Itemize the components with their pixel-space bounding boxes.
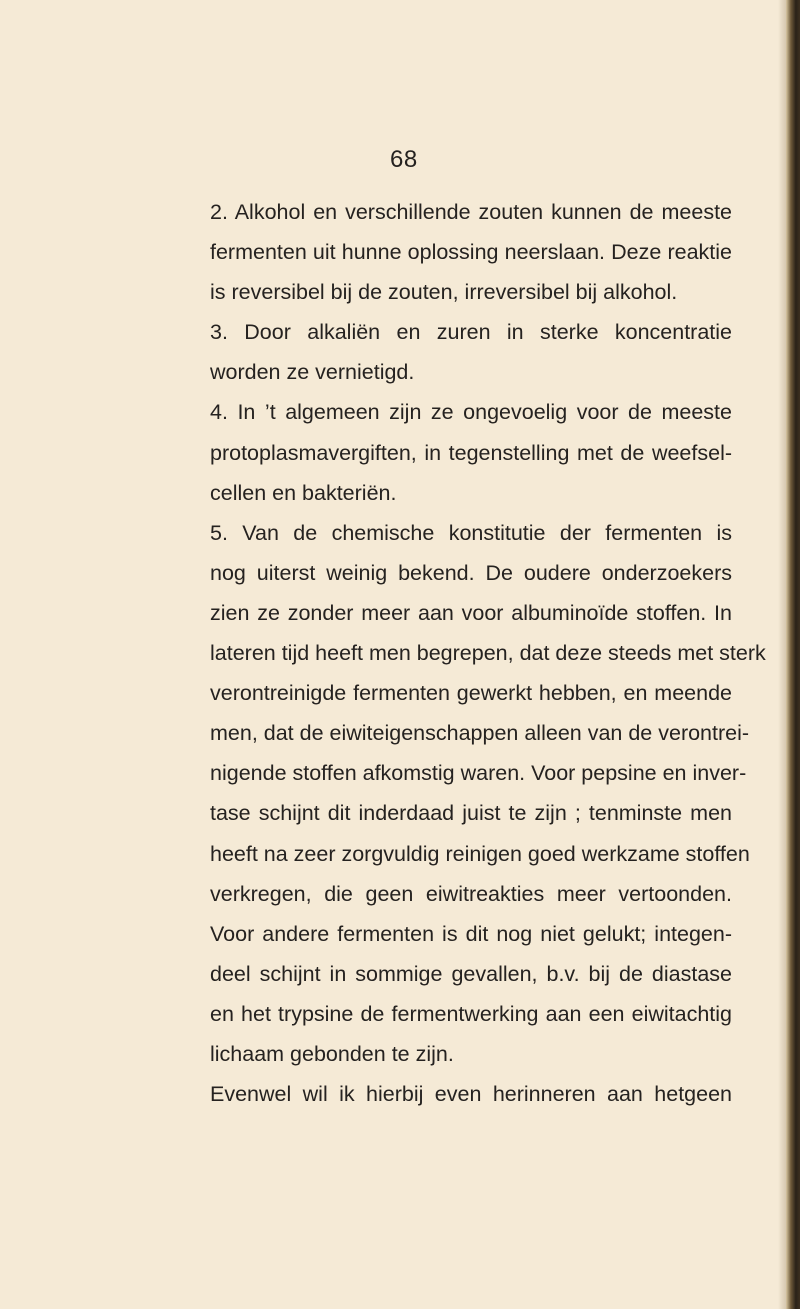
text-line: is reversibel bij de zouten, irreversibel bij alkohol. [210, 280, 678, 305]
text-line: 3. Door alkaliën en zuren in sterke koncentratie [210, 320, 732, 345]
text-line: men, dat de eiwiteigenschappen alleen van de verontrei- [210, 721, 750, 746]
text-line: fermenten uit hunne oplossing neerslaan. Deze reaktie [210, 240, 732, 265]
text-line: cellen en bakteriën. [210, 480, 397, 505]
text-line: heeft na zeer zorgvuldig reinigen goed werkzame stoffen [210, 841, 750, 866]
text-line: verkregen, die geen eiwitreakties meer vertoonden. [210, 881, 732, 906]
page-number: 68 [390, 146, 418, 173]
text-line: Voor andere fermenten is dit nog niet gelukt; integen- [210, 921, 732, 946]
text-line: worden ze vernietigd. [210, 360, 415, 385]
text-line: lichaam gebonden te zijn. [210, 1041, 454, 1066]
page-edge-shadow [778, 0, 786, 1309]
text-line: 2. Alkohol en verschillende zouten kunnen de meeste [210, 200, 732, 224]
text-line: lateren tijd heeft men begrepen, dat deze steeds met sterk [210, 641, 766, 666]
text-line: tase schijnt dit inderdaad juist te zijn ; tenminste men [210, 801, 732, 826]
text-line: nog uiterst weinig bekend. De oudere onderzoekers [210, 560, 732, 585]
text-line: en het trypsine de fermentwerking aan een eiwitachtig [210, 1001, 732, 1026]
text-line: 5. Van de chemische konstitutie der fermenten is [210, 520, 732, 545]
text-line: verontreinigde fermenten gewerkt hebben, en meende [210, 681, 732, 706]
page-edge [786, 0, 800, 1309]
text-line: nigende stoffen afkomstig waren. Voor pepsine en inver- [210, 761, 747, 786]
text-line: protoplasmavergiften, in tegenstelling met de weefsel- [210, 440, 732, 465]
text-line: Evenwel wil ik hierbij even herinneren aan hetgeen [210, 1082, 732, 1107]
text-line: zien ze zonder meer aan voor albuminoïde stoffen. In [210, 600, 732, 625]
text-line: deel schijnt in sommige gevallen, b.v. bij de diastase [210, 961, 732, 986]
text-line: 4. In ’t algemeen zijn ze ongevoelig voor de meeste [210, 400, 732, 425]
body-text [210, 192, 766, 1114]
